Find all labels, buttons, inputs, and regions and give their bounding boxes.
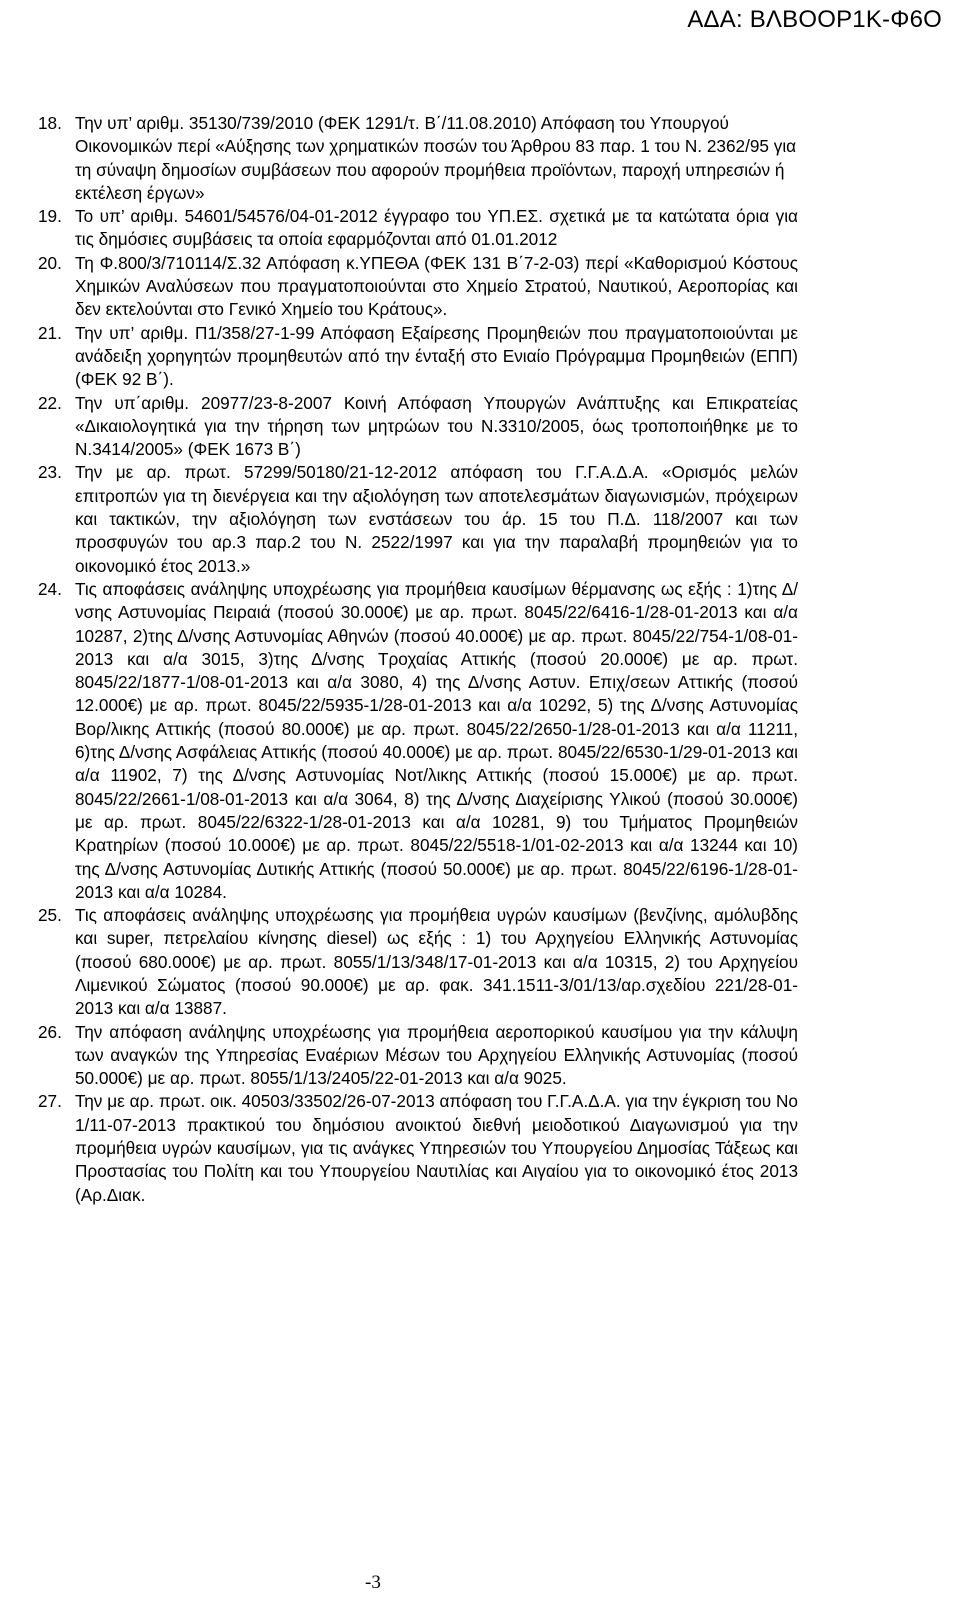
- item-number: 23.: [38, 462, 62, 483]
- item-text: Την με αρ. πρωτ. οικ. 40503/33502/26-07-2013 απόφαση του Γ.Γ.Α.Δ.Α. για την έγκριση του Νο 1/11-07-2013 πρακτικού του δημόσιου ανοικτού διεθνή μειοδοτικού Διαγωνισμού για την προμήθεια υγρών καυσίμων, για τις ανάγκες Υπηρεσιών του Υπουργείου Δημοσίας Τάξεως και Προστασίας του Πολίτη και του Υπουργείου Ναυτιλίας και Αιγαίου για το οικονομικό έτος 2013 (Αρ.Διακ.: [75, 1091, 798, 1205]
- item-number: 24.: [38, 578, 62, 599]
- item-text: Τις αποφάσεις ανάληψης υποχρέωσης για προμήθεια καυσίμων θέρμανσης ως εξής : 1)της Δ/νσης Αστυνομίας Πειραιά (ποσού 30.000€) με αρ. πρωτ. 8045/22/6416-1/28-01-2013 και α/α 10287, 2)της Δ/νσης Αστυνομίας Αθηνών (ποσού 40.000€) με αρ. πρωτ. 8045/22/754-1/08-01-2013 και α/α 3015, 3)της Δ/νσης Τροχαίας Αττικής (ποσού 20.000€) με αρ. πρωτ. 8045/22/1877-1/08-01-2013 και α/α 3080, 4) της Δ/νσης Αστυν. Επιχ/σεων Αττικής (ποσού 12.000€) με αρ. πρωτ. 8045/22/5935-1/28-01-2013 και α/α 10292, 5) της Δ/νσης Αστυνομίας Βορ/λικης Αττικής (ποσού 80.000€) με αρ. πρωτ. 8045/22/2650-1/28-01-2013 και α/α 11211, 6)της Δ/νσης Ασφάλειας Αττικής (ποσού 40.000€) με αρ. πρωτ. 8045/22/6530-1/29-01-2013 και α/α 11902, 7) της Δ/νσης Αστυνομίας Νοτ/λικης Αττικής (ποσού 15.000€) με αρ. πρωτ. 8045/22/2661-1/08-01-2013 και α/α 3064, 8) της Δ/νσης Διαχείρισης Υλικού (ποσού 30.000€) με αρ. πρωτ. 8045/22/6322-1/28-01-2013 και α/α 10281, 9) του Τμήματος Προμηθειών Κρατηρίων (ποσού 10.000€) με αρ. πρωτ. 8045/22/5518-1/01-02-2013 και α/α 13244 και 10) της Δ/νσης Αστυνομίας Δυτικής Αττικής (ποσού 50.000€) με αρ. πρωτ. 8045/22/6196-1/28-01-2013 και α/α 10284.: [75, 578, 798, 902]
- list-item: [38, 578, 798, 904]
- item-number: 22.: [38, 392, 62, 413]
- item-number: 27.: [38, 1091, 62, 1112]
- item-text: Την με αρ. πρωτ. 57299/50180/21-12-2012 απόφαση του Γ.Γ.Α.Δ.Α. «Ορισμός μελών επιτροπών για τη διενέργεια και την αξιολόγηση των αποτελεσμάτων διαγωνισμών, πρόχειρων και τακτικών, την αξιολόγηση των ενστάσεων του άρ. 15 του Π.Δ. 118/2007 και των προσφυγών του αρ.3 παρ.2 του Ν. 2522/1997 και για την παραλαβή προμηθειών για το οικονομικό έτος 2013.»: [75, 462, 798, 576]
- list-item: [38, 112, 798, 205]
- item-number: 19.: [38, 206, 62, 227]
- list-item: [38, 392, 798, 462]
- list-item: [38, 904, 798, 1020]
- item-text: Το υπ’ αριθμ. 54601/54576/04-01-2012 έγγραφο του ΥΠ.ΕΣ. σχετικά με τα κατώτατα όρια για τις δημόσιες συμβάσεις τα οποία εφαρμόζονται από 01.01.2012: [75, 206, 798, 250]
- item-text: Την υπ’ αριθμ. Π1/358/27-1-99 Απόφαση Εξαίρεσης Προμηθειών που πραγματοποιούνται με ανάδειξη χορηγητών προμηθευτών από την ένταξή στο Ενιαίο Πρόγραμμα Προμηθειών (ΕΠΠ) (ΦΕΚ 92 Β΄).: [75, 322, 798, 390]
- list-item: [38, 1021, 798, 1091]
- item-number: 18.: [38, 113, 62, 133]
- list-item: [38, 252, 798, 322]
- list-item: [38, 461, 798, 577]
- item-text: Την απόφαση ανάληψης υποχρέωσης για προμήθεια αεροπορικού καυσίμου για την κάλυψη των αναγκών της Υπηρεσίας Εναέριων Μέσων του Αρχηγείου Ελληνικής Αστυνομίας (ποσού 50.000€) με αρ. πρωτ. 8055/1/13/2405/22-01-2013 και α/α 9025.: [75, 1021, 798, 1089]
- considerations-list: [38, 112, 798, 1207]
- item-number: 25.: [38, 905, 62, 926]
- page-number: -3: [365, 1572, 381, 1593]
- item-text: Τη Φ.800/3/710114/Σ.32 Απόφαση κ.ΥΠΕΘΑ (ΦΕΚ 131 Β΄7-2-03) περί «Καθορισμού Κόστους Χημικών Αναλύσεων που πραγματοποιούνται στο Χημείο Στρατού, Ναυτικού, Αεροπορίας και δεν εκτελούνται στο Γενικό Χημείο του Κράτους».: [75, 252, 798, 320]
- item-number: 26.: [38, 1021, 62, 1042]
- list-item: [38, 322, 798, 392]
- item-number: 20.: [38, 252, 62, 273]
- list-item: [38, 1090, 798, 1206]
- item-number: 21.: [38, 322, 62, 343]
- ada-code: ΑΔΑ: ΒΛΒΟΟΡ1Κ-Φ6Ο: [687, 6, 942, 33]
- item-text: Την υπ’ αριθμ. 35130/739/2010 (ΦΕΚ 1291/τ. Β΄/11.08.2010) Απόφαση του Υπουργού Οικονομικών περί «Αύξησης των χρηματικών ποσών του Άρθρου 83 παρ. 1 του Ν. 2362/95 για τη σύναψη δημοσίων συμβάσεων που αφορούν προμήθεια προϊόντων, παροχή υπηρεσιών ή εκτέλεση έργων»: [75, 113, 797, 203]
- item-text: Την υπ΄αριθμ. 20977/23-8-2007 Κοινή Απόφαση Υπουργών Ανάπτυξης και Επικρατείας «Δικαιολογητικά για την τήρηση των μητρώων του Ν.3310/2005, όως τροποποιήθηκε με το Ν.3414/2005» (ΦΕΚ 1673 Β΄): [75, 392, 798, 460]
- list-item: [38, 205, 798, 252]
- item-text: Τις αποφάσεις ανάληψης υποχρέωσης για προμήθεια υγρών καυσίμων (βενζίνης, αμόλυβδης και super, πετρελαίου κίνησης diesel) ως εξής : 1) του Αρχηγείου Ελληνικής Αστυνομίας (ποσού 680.000€) με αρ. πρωτ. 8055/1/13/348/17-01-2013 και α/α 10315, 2) του Αρχηγείου Λιμενικού Σώματος (ποσού 90.000€) με αρ. φακ. 341.1511-3/01/13/αρ.σχεδίου 221/28-01-2013 και α/α 13887.: [75, 905, 798, 1019]
